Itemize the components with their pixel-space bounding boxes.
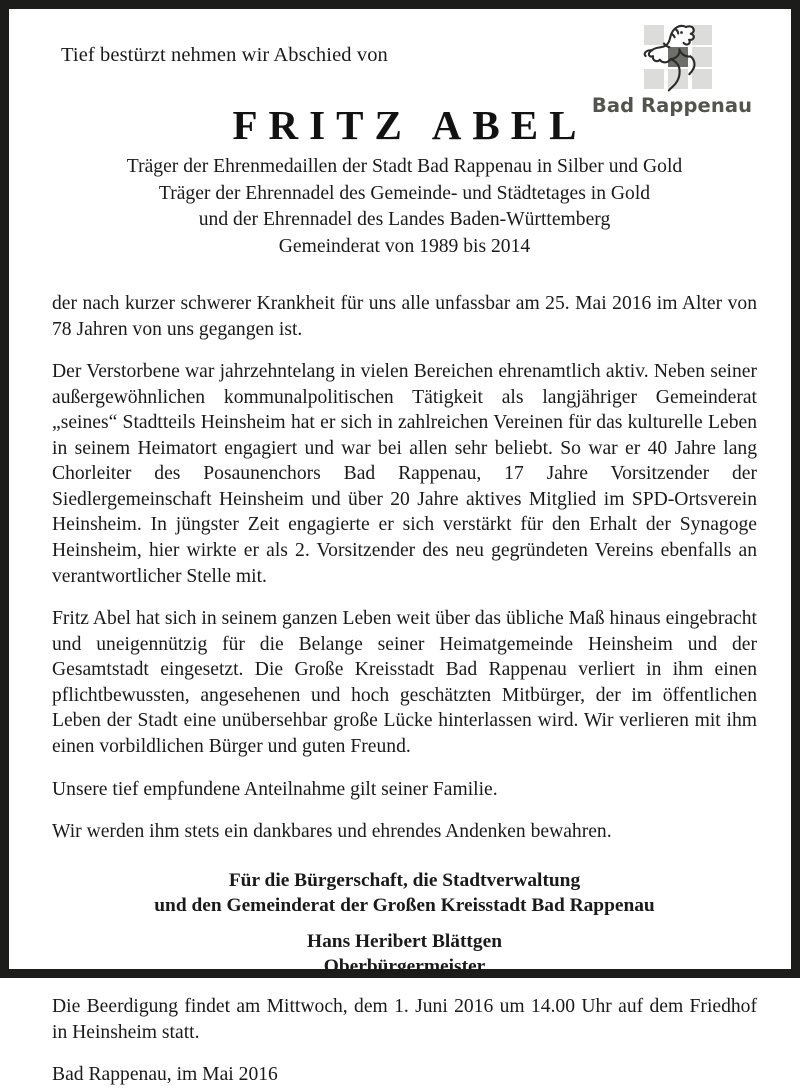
deceased-name: FRITZ ABEL	[232, 102, 588, 148]
signature-line: und den Gemeinderat der Großen Kreisstadt Bad Rappenau	[154, 895, 655, 917]
honor-line: Träger der Ehrennadel des Gemeinde- und Städtetages in Gold	[158, 182, 651, 204]
body-paragraph: Fritz Abel hat sich in seinem ganzen Leben weit über das übliche Maß hinaus eingebracht und uneigennützig für die Belange seiner Heimatgemeinde Heinsheim und der Gesamtstadt eingesetzt. Die Große Kreisstadt Bad Rappenau verliert in ihm einen pflichtbewussten, angesehenen und hoch geschätzten Mitbürger, der im öffentlichen Leben der Stadt eine unübersehbar große Lücke hinterlassen wird. Wir verlieren mit ihm einen vorbildlichen Bürger und guten Freund.	[52, 608, 757, 757]
city-logo	[587, 21, 757, 117]
signatory-title: Oberbürgermeister	[323, 956, 486, 978]
place-and-date: Bad Rappenau, im Mai 2016	[52, 1064, 278, 1086]
body-paragraph: Wir werden ihm stets ein dankbares und ehrendes Andenken bewahren.	[52, 821, 612, 843]
honor-line: Gemeinderat von 1989 bis 2014	[278, 236, 531, 258]
closing-block	[52, 994, 757, 1088]
body-paragraph: der nach kurzer schwerer Krankheit für uns alle unfassbar am 25. Mai 2016 im Alter von 78 Jahren von uns gegangen ist.	[52, 292, 757, 340]
honor-line: Träger der Ehrenmedaillen der Stadt Bad Rappenau in Silber und Gold	[126, 156, 683, 177]
signatory-name: Hans Heribert Blättgen	[307, 930, 502, 952]
intro-line: Tief bestürzt nehmen wir Abschied von	[61, 44, 388, 66]
body-paragraph: Der Verstorbene war jahrzehntelang in vielen Bereichen ehrenamtlich aktiv. Neben seiner außergewöhnlichen kommunalpolitischen Tätigkeit als langjähriger Gemeinderat „seines“ Stadtteils Heinsheim hat er sich in zahlreichen Vereinen für das kulturelle Leben in seinem Heimatort engagiert und war bei allen sehr beliebt. So war er 40 Jahre lang Chorleiter des Posaunenchors Bad Rappenau, 17 Jahre Vorsitzender der Siedlergemeinschaft Heinsheim und über 20 Jahre aktives Mitglied im SPD-Ortsverein Heinsheim. In jüngster Zeit engagierte er sich verstärkt für den Erhalt der Synagoge Heinsheim, hier wirkte er als 2. Vorsitzender des neu gegründeten Vereins ebenfalls an verantwortlicher Stelle mit.	[52, 361, 757, 587]
obituary-body	[52, 291, 757, 845]
city-logo-wordmark: Bad Rappenau	[591, 94, 753, 117]
honor-line: und der Ehrennadel des Landes Baden-Württemberg	[198, 209, 611, 231]
obituary-notice-content	[9, 9, 791, 1086]
bad-rappenau-coat-of-arms-icon	[624, 21, 720, 93]
horse-eye-icon	[680, 31, 683, 34]
body-paragraph: Unsere tief empfundene Anteilnahme gilt seiner Familie.	[52, 778, 498, 800]
funeral-details: Die Beerdigung findet am Mittwoch, dem 1. Juni 2016 um 14.00 Uhr auf dem Friedhof in Heinsheim statt.	[52, 996, 757, 1043]
honors-list	[52, 154, 757, 261]
signature-block	[52, 866, 757, 980]
signature-line: Für die Bürgerschaft, die Stadtverwaltung	[228, 869, 581, 891]
signature-spacer	[52, 919, 757, 929]
